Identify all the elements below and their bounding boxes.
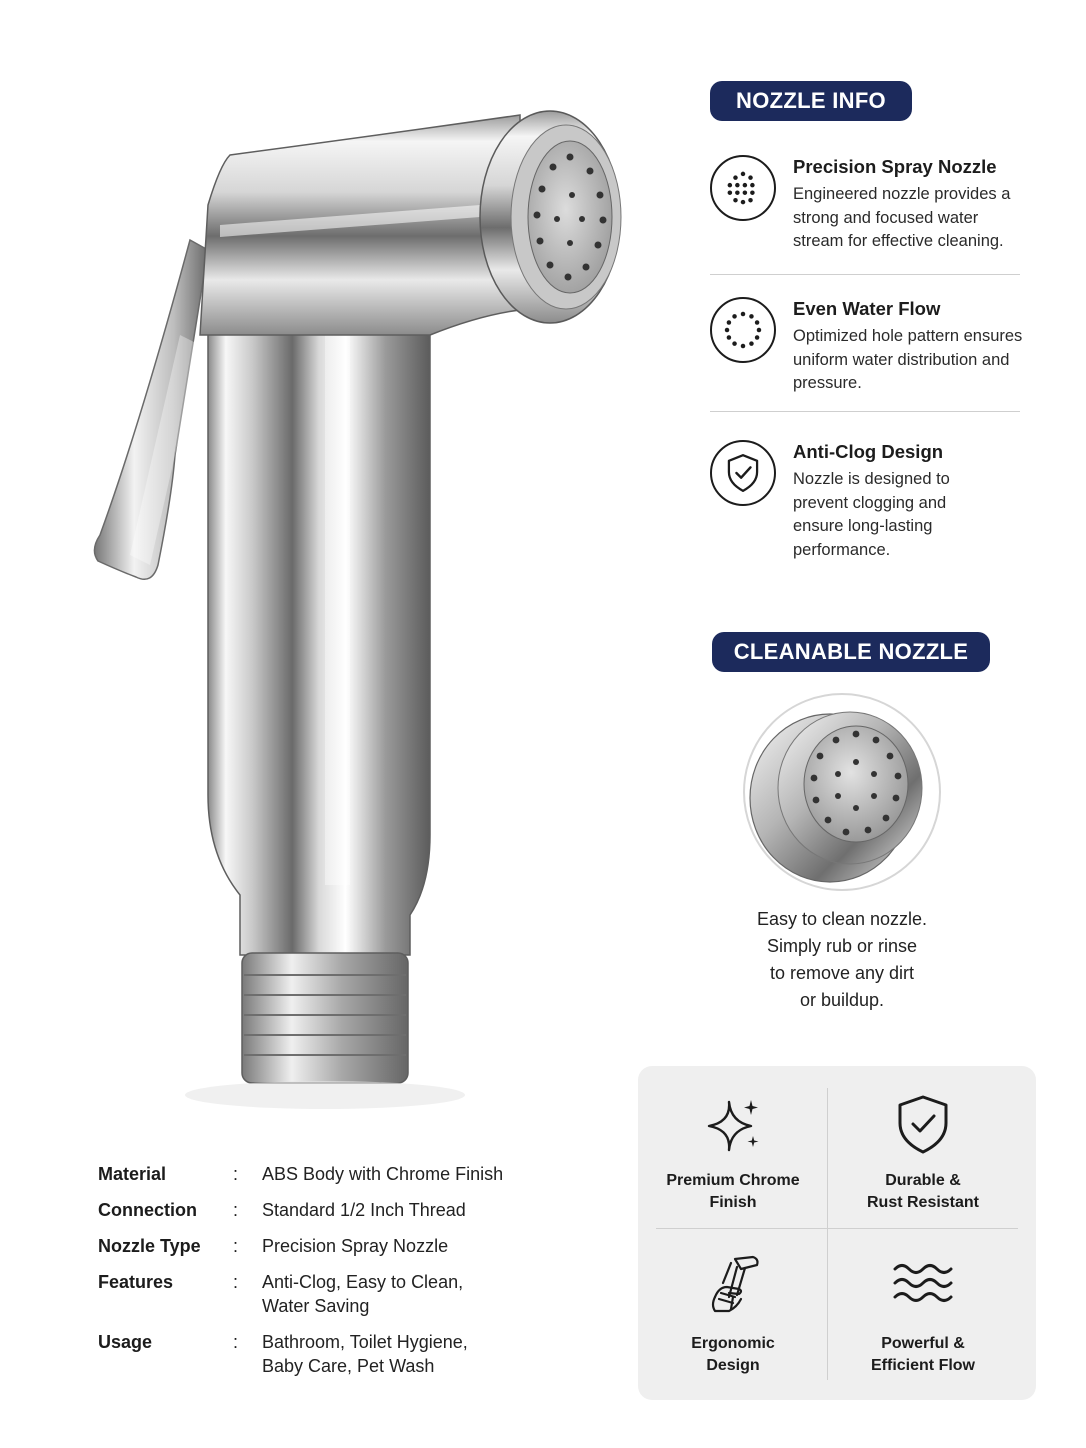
spec-row-material xyxy=(98,1162,568,1188)
spec-separator: : xyxy=(233,1272,239,1292)
spec-label: Features xyxy=(98,1272,174,1292)
info-description: Nozzle is designed to prevent clogging and ensure long-lasting performance. xyxy=(793,470,950,559)
info-description: Engineered nozzle provides a strong and focused water stream for effective cleaning. xyxy=(793,185,1011,250)
info-title: Precision Spray Nozzle xyxy=(793,156,997,177)
feature-durable xyxy=(828,1066,1018,1228)
nozzle-closeup-image xyxy=(738,692,946,892)
spec-value: ABS Body with Chrome Finish xyxy=(262,1164,504,1184)
spec-value: Precision Spray Nozzle xyxy=(262,1236,449,1256)
sparkle-icon xyxy=(701,1094,765,1158)
feature-ergonomic xyxy=(638,1229,828,1399)
spec-label: Material xyxy=(98,1164,167,1184)
spec-label: Connection xyxy=(98,1200,197,1220)
feature-label-line: Design xyxy=(706,1357,760,1374)
product-image-health-faucet xyxy=(80,95,640,1135)
spec-value: Bathroom, Toilet Hygiene, Baby Care, Pet Wash xyxy=(262,1332,468,1376)
spec-label: Nozzle Type xyxy=(98,1236,201,1256)
info-title: Even Water Flow xyxy=(793,298,941,319)
feature-label-line: Powerful & xyxy=(881,1335,965,1352)
feature-label-line: Rust Resistant xyxy=(866,1194,980,1211)
cleanable-caption xyxy=(722,906,962,1014)
spec-row-usage xyxy=(98,1330,568,1380)
spec-separator: : xyxy=(233,1332,239,1352)
feature-label-line: Ergonomic xyxy=(691,1335,775,1352)
feature-label-line: Finish xyxy=(709,1194,757,1211)
shield-check-icon xyxy=(710,440,776,506)
feature-label-line: Durable & xyxy=(885,1172,961,1189)
spec-value: Standard 1/2 Inch Thread xyxy=(262,1200,466,1220)
feature-label xyxy=(638,1170,828,1214)
caption-line: Easy to clean nozzle. xyxy=(756,909,928,929)
info-item-anti-clog xyxy=(710,440,1022,570)
water-waves-icon xyxy=(891,1253,955,1317)
feature-label-line: Premium Chrome xyxy=(666,1172,800,1189)
spec-row-features xyxy=(98,1270,568,1320)
feature-label xyxy=(828,1333,1018,1377)
feature-panel xyxy=(638,1066,1036,1400)
divider xyxy=(710,274,1020,275)
nozzle-info-badge: NOZZLE INFO xyxy=(710,81,912,121)
spray-dots-icon xyxy=(710,155,776,221)
feature-powerful-flow xyxy=(828,1229,1018,1399)
caption-line: or buildup. xyxy=(799,990,885,1010)
info-description: Optimized hole pattern ensures uniform water distribution and pressure. xyxy=(793,327,1023,392)
spec-row-nozzle-type xyxy=(98,1234,568,1260)
caption-line: Simply rub or rinse xyxy=(766,936,918,956)
feature-premium-chrome xyxy=(638,1066,828,1228)
spec-row-connection xyxy=(98,1198,568,1224)
spec-separator: : xyxy=(233,1200,239,1220)
info-title: Anti-Clog Design xyxy=(793,441,944,462)
caption-line: to remove any dirt xyxy=(769,963,915,983)
info-item-even-water-flow xyxy=(710,297,1022,407)
spec-value: Anti-Clog, Easy to Clean, Water Saving xyxy=(262,1272,464,1316)
hand-sprayer-icon xyxy=(701,1253,765,1317)
spec-separator: : xyxy=(233,1236,239,1256)
feature-label xyxy=(828,1170,1018,1214)
feature-label-line: Efficient Flow xyxy=(871,1357,975,1374)
info-item-precision-spray xyxy=(710,155,1022,265)
shield-check-icon xyxy=(891,1092,955,1156)
divider xyxy=(710,411,1020,412)
cleanable-nozzle-badge: CLEANABLE NOZZLE xyxy=(712,632,990,672)
spec-separator: : xyxy=(233,1164,239,1184)
feature-label xyxy=(638,1333,828,1377)
spec-label: Usage xyxy=(98,1332,153,1352)
ring-dots-icon xyxy=(710,297,776,363)
